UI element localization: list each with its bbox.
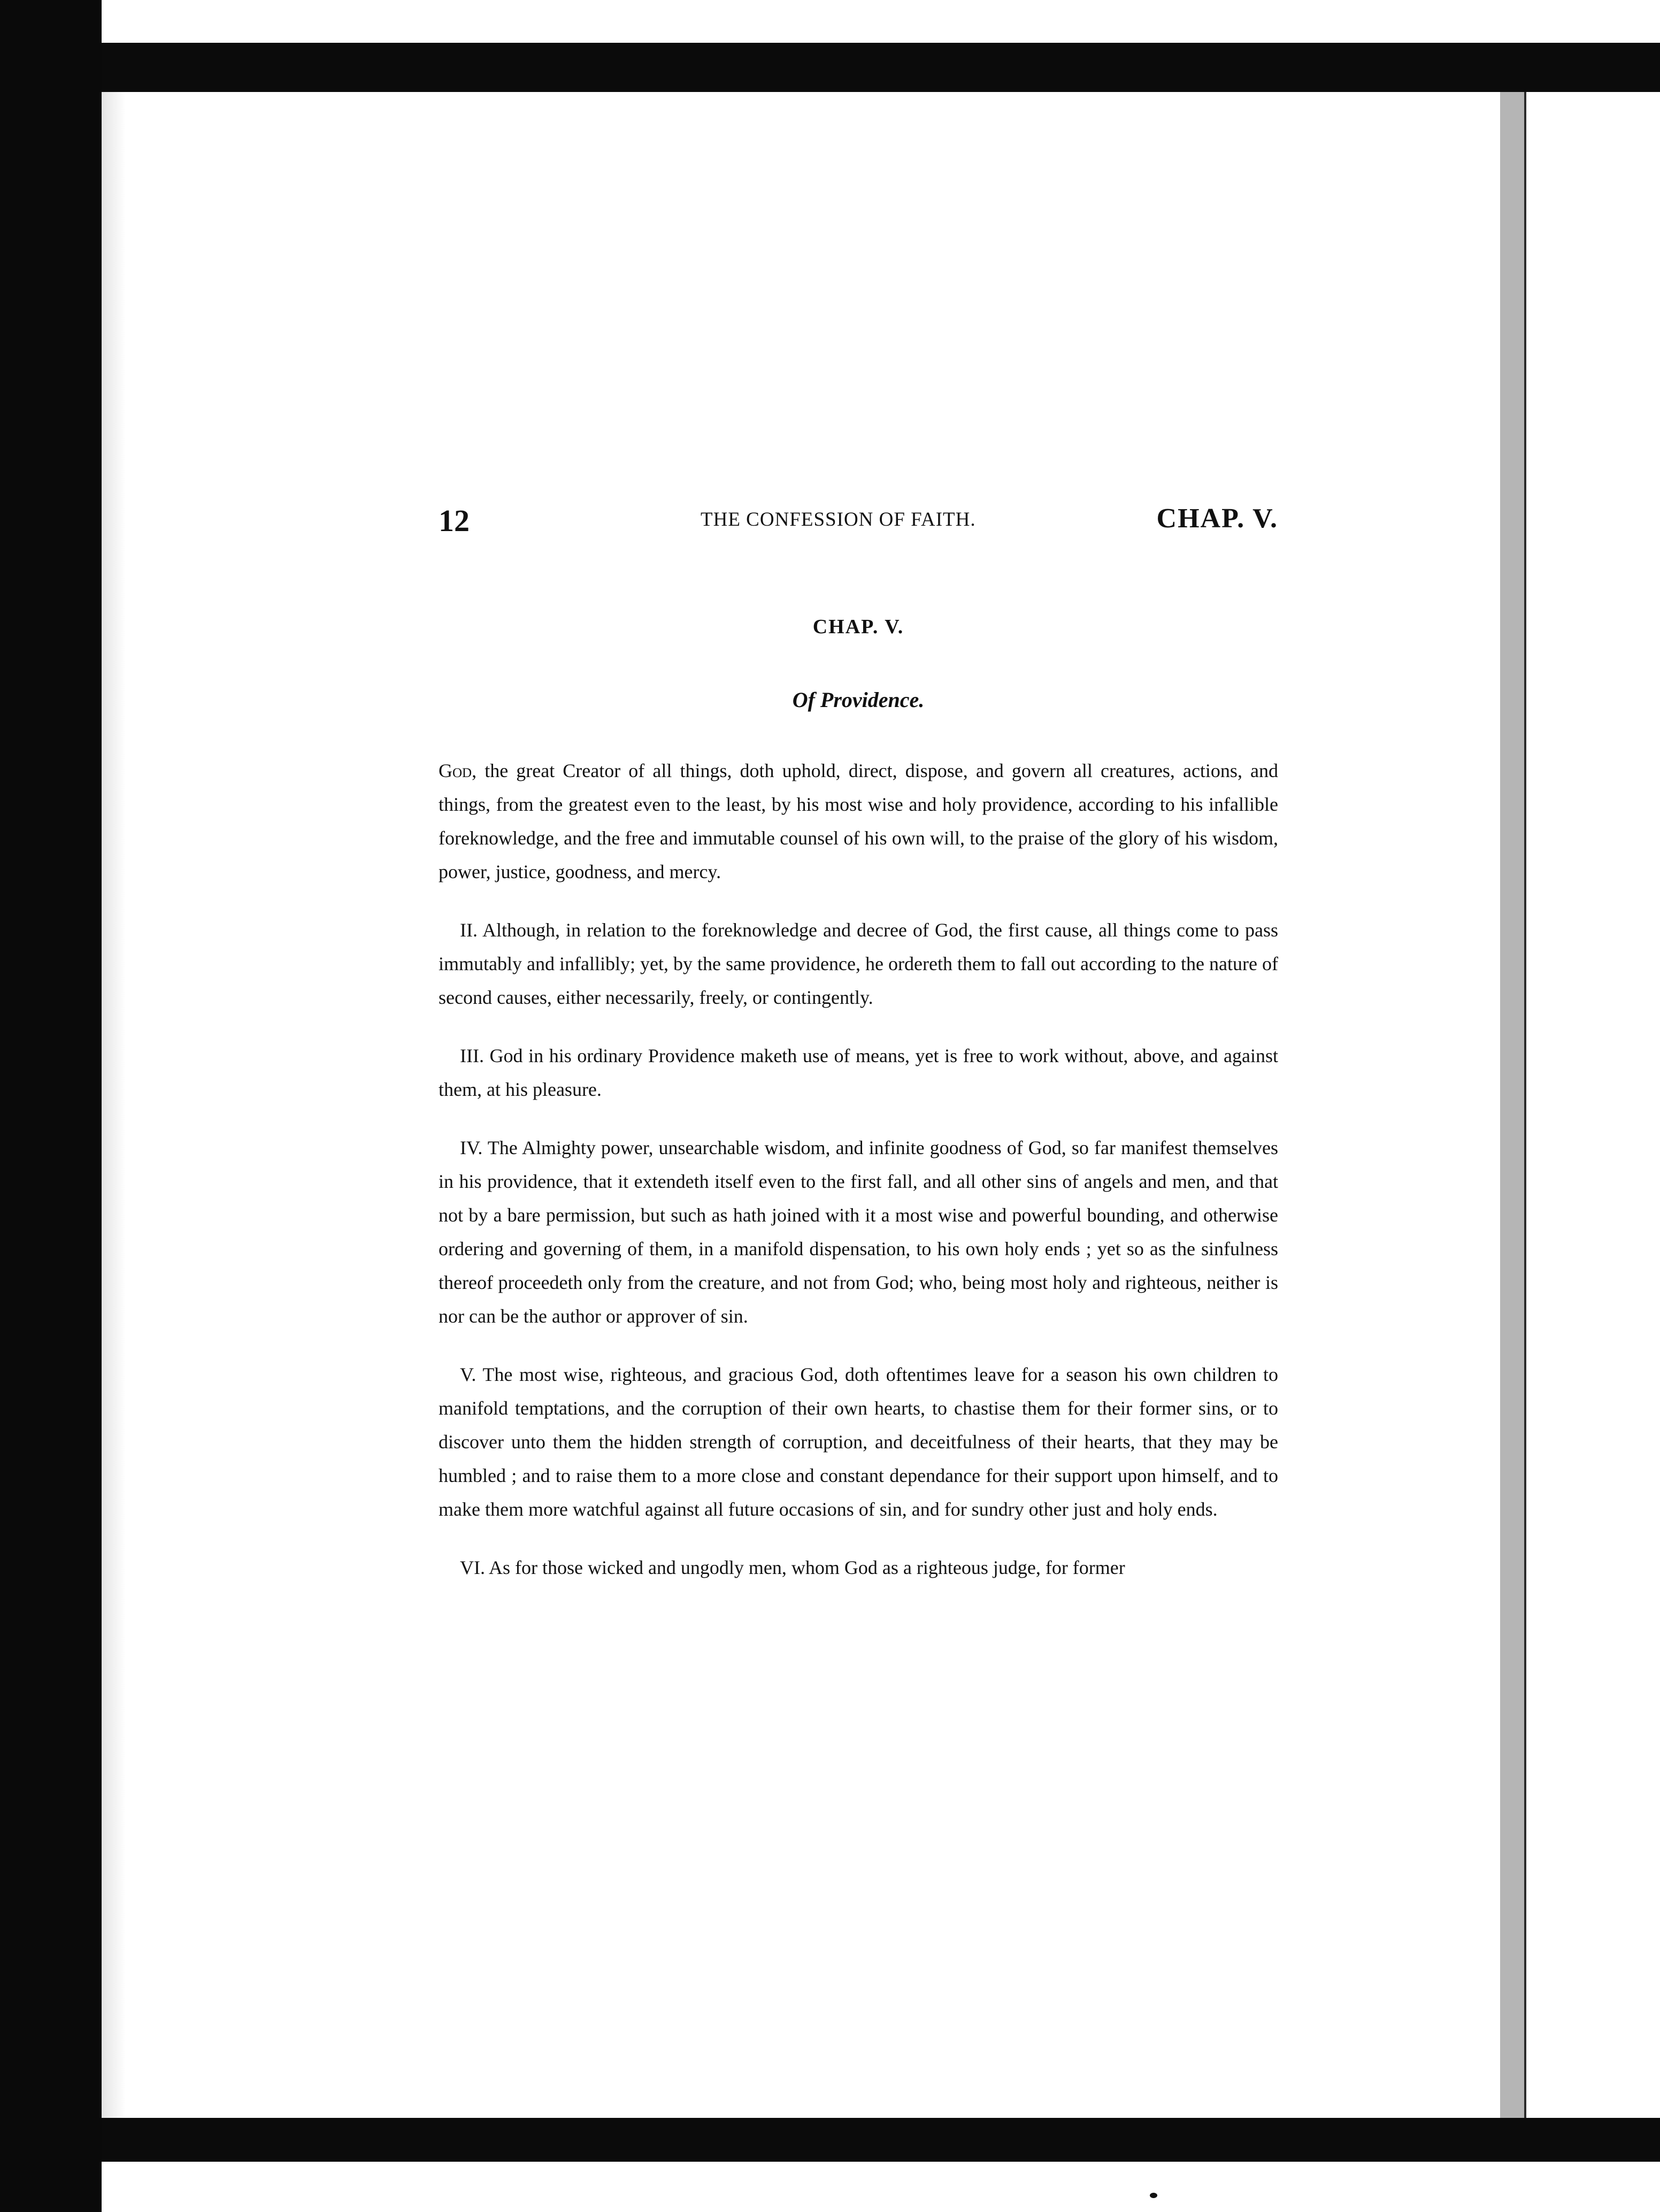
page-right-edge-line xyxy=(1524,92,1526,2119)
paragraph-text: The Almighty power, unsearchable wisdom, and infinite goodness of God, so far manifest themselves in his providence, that it extendeth itself even to the first fall, and all other sins of angels and men, and that not by a bare permission, but such as hath joined with it a most wise and powerful bounding, and otherwise ordering and governing of them, in a manifold dispensation, to his own holy ends ; yet so as the sinfulness thereof proceedeth only from the creature, and not from God; who, being most holy and righteous, neither is nor can be the author or approver of sin. xyxy=(439,1137,1278,1327)
scan-top-border xyxy=(102,43,1660,92)
page-binding-shadow xyxy=(102,92,126,2118)
paragraph-text: As for those wicked and ungodly men, whom God as a righteous judge, for former xyxy=(485,1557,1125,1578)
body-text xyxy=(439,754,1278,1609)
paragraph-text: The most wise, righteous, and gracious God, doth oftentimes leave for a season his own children to manifold temptations, and the corruption of their own hearts, to chastise them for their former sins, or to discover unto them the hidden strength of corruption, and deceitfulness of their hearts, that they may be humbled ; and to raise them to a more close and constant dependance for their support upon himself, and to make them more watchful against all future occasions of sin, and for sundry other just and holy ends. xyxy=(439,1364,1278,1520)
paragraph-numeral: IV. xyxy=(460,1137,483,1158)
paragraph-2 xyxy=(439,913,1278,1015)
paragraph-5 xyxy=(439,1358,1278,1526)
paragraph-text: Although, in relation to the foreknowledge and decree of God, the first cause, all things come to pass immutably and infallibly; yet, by the same providence, he ordereth them to fall out according to the nature of second causes, either necessarily, freely, or contingently. xyxy=(439,919,1278,1008)
scan-top-margin xyxy=(102,0,1660,43)
paragraph-numeral: III. xyxy=(460,1045,484,1066)
paragraph-text: God in his ordinary Providence maketh use of means, yet is free to work without, above, and against them, at his pleasure. xyxy=(439,1045,1278,1100)
chapter-subheading: Of Providence. xyxy=(792,688,925,712)
paragraph-lead: God xyxy=(439,760,472,781)
paragraph-6 xyxy=(439,1551,1278,1585)
chapter-heading: CHAP. V. xyxy=(812,616,904,638)
paragraph-3 xyxy=(439,1039,1278,1107)
paragraph-4 xyxy=(439,1131,1278,1333)
paragraph-numeral: VI. xyxy=(460,1557,485,1578)
paragraph-numeral: V. xyxy=(460,1364,477,1385)
running-chapter: CHAP. V. xyxy=(1156,503,1278,534)
paragraph-1 xyxy=(439,754,1278,889)
scan-bottom-border xyxy=(102,2118,1660,2162)
paragraph-text: , the great Creator of all things, doth uphold, direct, dispose, and govern all creatures, actions, and things, from the greatest even to the least, by his most wise and holy providence, according to his infallible foreknowledge, and the free and immutable counsel of his own will, to the praise of the glory of his wisdom, power, justice, goodness, and mercy. xyxy=(439,760,1278,882)
running-head xyxy=(439,503,1278,540)
scan-speck xyxy=(1150,2193,1157,2198)
running-title: THE CONFESSION OF FAITH. xyxy=(701,509,976,531)
scan-left-border xyxy=(0,0,102,2212)
page-number: 12 xyxy=(439,503,470,538)
page-right-edge xyxy=(1500,92,1524,2119)
paragraph-numeral: II. xyxy=(460,919,478,941)
